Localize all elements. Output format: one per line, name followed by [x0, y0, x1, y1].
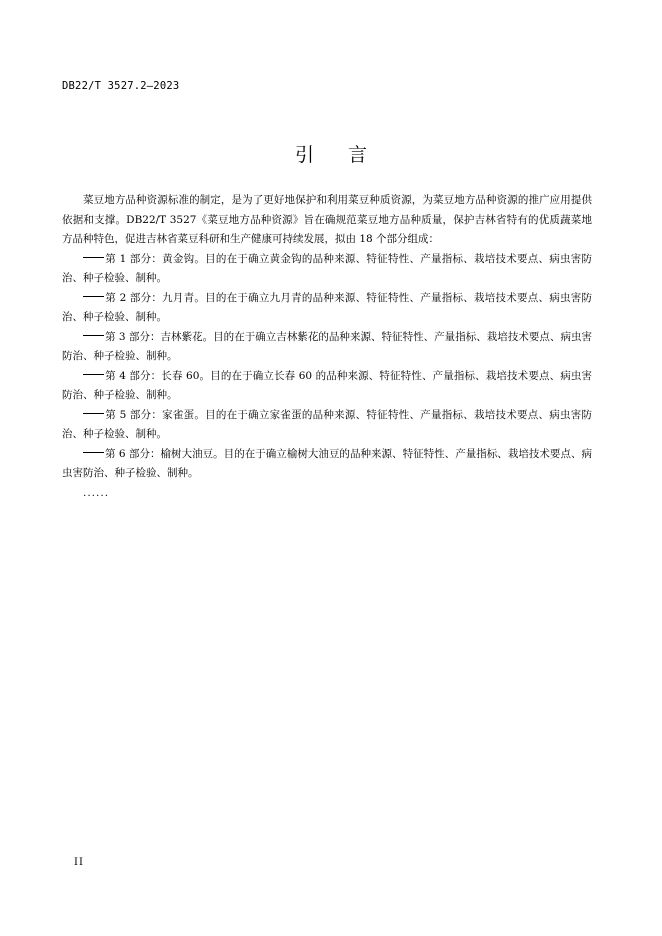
- em-dash-mark: [83, 452, 104, 453]
- em-dash-mark: [83, 257, 104, 258]
- part-text: 第 3 部分：吉林紫花。目的在于确立吉林紫花的品种来源、特征特性、产量指标、栽培技术要点、病虫害防治、种子检验、制种。: [62, 330, 592, 362]
- em-dash-mark: [83, 335, 104, 336]
- part-item: [62, 250, 592, 289]
- part-text: 第 6 部分：榆树大油豆。目的在于确立榆树大油豆的品种来源、特征特性、产量指标、栽培技术要点、病虫害防治、种子检验、制种。: [62, 447, 592, 479]
- intro-paragraph: 菜豆地方品种资源标准的制定，是为了更好地保护和利用菜豆种质资源，为菜豆地方品种资源的推广应用提供依据和支撑。DB22/T 3527《菜豆地方品种资源》旨在确规范菜豆地方品种质量，保护吉林省特有的优质蔬菜地方品种特色，促进吉林省菜豆科研和生产健康可持续发展，拟由 18 个部分组成：: [62, 194, 592, 245]
- document-code: DB22/T 3527.2—2023: [62, 80, 180, 92]
- page-number: II: [74, 857, 84, 868]
- ellipsis: ......: [83, 486, 110, 499]
- page-title: 引言: [294, 144, 401, 166]
- body-text: [62, 191, 592, 503]
- part-text: 第 4 部分：长春 60。目的在于确立长春 60 的品种来源、特征特性、产量指标、栽培技术要点、病虫害防治、种子检验、制种。: [62, 369, 592, 401]
- em-dash-mark: [83, 413, 104, 414]
- part-item: [62, 328, 592, 367]
- part-item: [62, 445, 592, 484]
- part-item: [62, 406, 592, 445]
- part-item: [62, 289, 592, 328]
- part-item: [62, 367, 592, 406]
- part-text: 第 1 部分：黄金钩。目的在于确立黄金钩的品种来源、特征特性、产量指标、栽培技术要点、病虫害防治、种子检验、制种。: [62, 252, 592, 284]
- part-text: 第 2 部分：九月青。目的在于确立九月青的品种来源、特征特性、产量指标、栽培技术要点、病虫害防治、种子检验、制种。: [62, 291, 592, 323]
- em-dash-mark: [83, 296, 104, 297]
- em-dash-mark: [83, 374, 104, 375]
- part-text: 第 5 部分：家雀蛋。目的在于确立家雀蛋的品种来源、特征特性、产量指标、栽培技术要点、病虫害防治、种子检验、制种。: [62, 408, 592, 440]
